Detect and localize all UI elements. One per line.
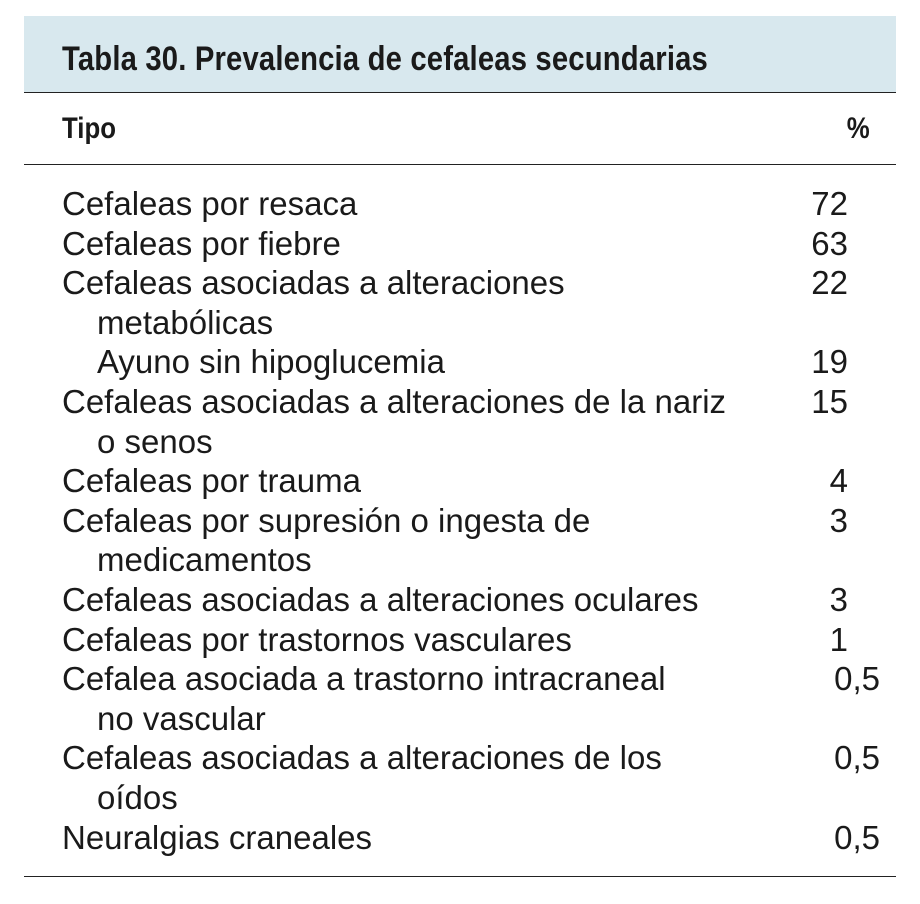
table-row [62,738,880,817]
row-value: 0,5 [834,818,880,856]
column-header-percent: % [847,112,870,145]
row-label [62,461,782,501]
row-value: 0,5 [834,660,880,698]
table-body [62,184,880,857]
table-row [62,620,880,660]
row-label-text: Cefaleas por trastornos vasculares [62,620,572,658]
table-title: Tabla 30. Prevalencia de cefaleas secundarias [62,40,708,78]
table-row [62,461,880,501]
row-value: 72 [811,185,848,222]
column-header-tipo: Tipo [62,112,116,145]
row-label-continuation: o senos [97,422,213,460]
table-row [62,659,880,738]
row-label-continuation: oídos [97,778,178,816]
row-label-text: Cefaleas por fiebre [62,224,341,262]
row-label-text: Cefaleas asociadas a alteraciones de los [62,739,662,777]
row-label-text: Cefaleas asociadas a alteraciones oculares [62,580,699,618]
row-label-text: Cefaleas asociadas a alteraciones de la nariz [62,382,727,420]
row-value: 63 [811,224,848,262]
top-rule [24,92,896,93]
row-label-text: Cefaleas por trauma [62,462,361,500]
row-label [62,184,782,224]
row-label-text: Cefaleas asociadas a alteraciones [62,264,565,302]
row-value: 15 [811,382,848,420]
row-value: 4 [829,462,848,500]
row-label-text: Ayuno sin hipoglucemia [97,343,445,381]
row-label [62,580,782,620]
row-value: 3 [829,580,848,618]
row-label-text: Cefaleas por resaca [62,185,358,222]
header-rule [24,164,896,165]
table-row [62,184,880,224]
row-value: 1 [829,620,848,658]
table-row [62,818,880,858]
row-label-text: Cefalea asociada a trastorno intracraneal [62,660,666,698]
table-row-sub [62,342,880,382]
row-value: 3 [829,501,848,539]
row-label [62,620,782,660]
row-label [62,738,782,817]
row-label-continuation: no vascular [97,699,266,737]
row-label [62,818,782,858]
row-label [62,659,782,738]
row-label-text: Neuralgias craneales [62,818,373,856]
bottom-rule [24,876,896,877]
table-row [62,263,880,342]
row-label-continuation: medicamentos [97,541,312,579]
table-row [62,580,880,620]
row-label-text: Cefaleas por supresión o ingesta de [62,501,591,539]
table-row [62,501,880,580]
row-value: 0,5 [834,739,880,777]
row-label [62,382,782,461]
row-label [62,263,782,342]
row-label [62,342,782,382]
table-row [62,382,880,461]
row-value: 19 [811,343,848,381]
row-label-continuation: metabólicas [97,303,274,341]
row-label [62,501,782,580]
row-label [62,224,782,264]
row-value: 22 [811,264,848,302]
table-row [62,224,880,264]
